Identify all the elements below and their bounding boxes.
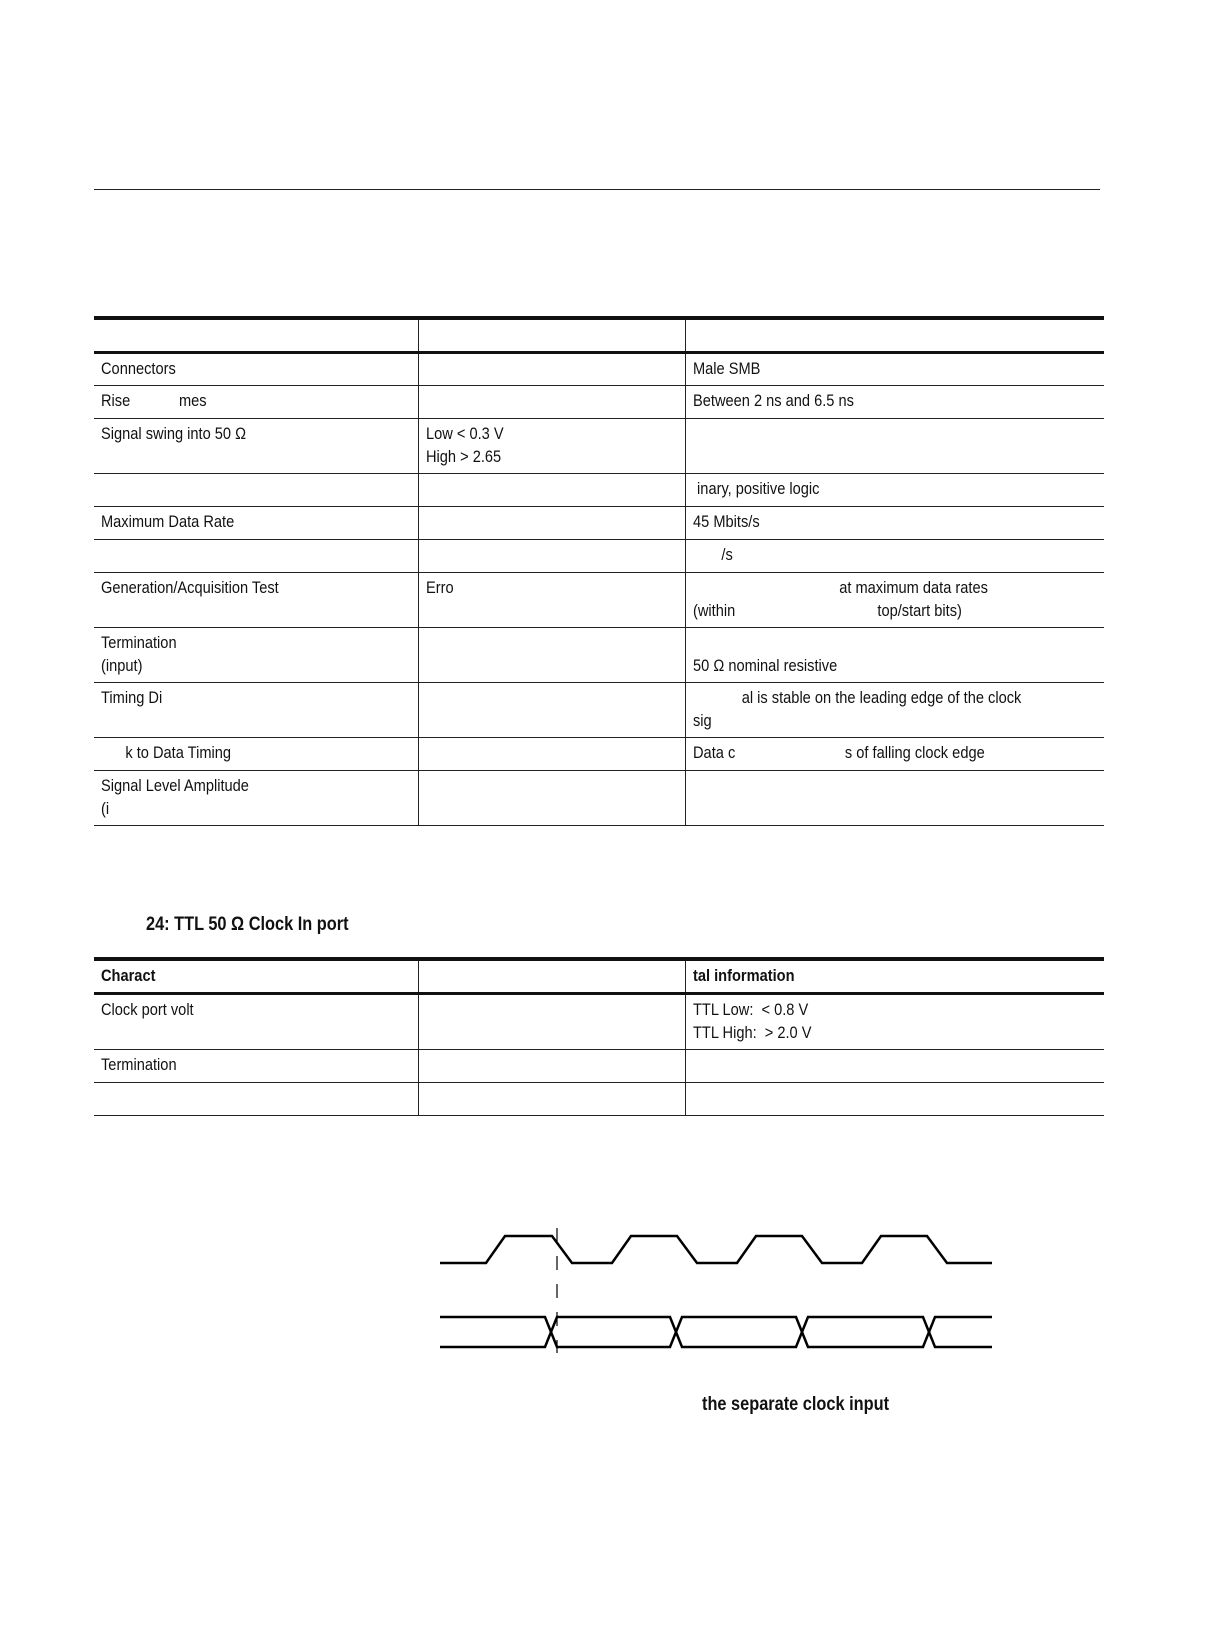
header-cell-text: Charact	[101, 966, 156, 985]
cell-text: TTL Low: < 0.8 V TTL High: > 2.0 V	[692, 1000, 812, 1042]
cell-text: Between 2 ns and 6.5 ns	[692, 391, 854, 410]
cell-text: Timing Di	[101, 688, 163, 707]
cell-text: 45 Mbits/s	[692, 512, 760, 531]
cell-text: Signal Level Amplitude (i	[101, 776, 249, 818]
cell-text: Termination (input)	[101, 633, 177, 675]
cell-text: Male SMB	[692, 359, 760, 378]
cell-text: 50 Ω nominal resistive	[692, 656, 837, 675]
cell-text: al is stable on the leading edge of the clock sig	[692, 688, 1021, 730]
clock-waveform	[440, 1236, 992, 1263]
cell-text: Maximum Data Rate	[101, 512, 235, 531]
cell-text: Termination	[101, 1055, 177, 1074]
cell-text: Connectors	[101, 359, 176, 378]
cell-text: /s	[692, 545, 733, 564]
figure-caption: the separate clock input	[702, 1394, 890, 1415]
cell-text: Data c s of falling clock edge	[692, 743, 985, 762]
cell-text: Low < 0.3 V High > 2.65	[425, 424, 504, 466]
cell-text: Rise mes	[101, 391, 207, 410]
cell-text: k to Data Timing	[101, 743, 232, 762]
cell-text: at maximum data rates (within top/start bits)	[692, 578, 988, 620]
header-cell-text: tal information	[692, 966, 795, 985]
data-waveform-bottom	[440, 1317, 992, 1347]
cell-text: Generation/Acquisition Test	[101, 578, 279, 597]
data-waveform-top	[440, 1317, 992, 1347]
cell-text: Clock port volt	[101, 1000, 194, 1019]
cell-text: inary, positive logic	[692, 479, 820, 498]
cell-text: Signal swing into 50 Ω	[101, 424, 247, 443]
table-caption: 24: TTL 50 Ω Clock In port	[146, 914, 349, 935]
cell-text: Erro	[425, 578, 454, 597]
